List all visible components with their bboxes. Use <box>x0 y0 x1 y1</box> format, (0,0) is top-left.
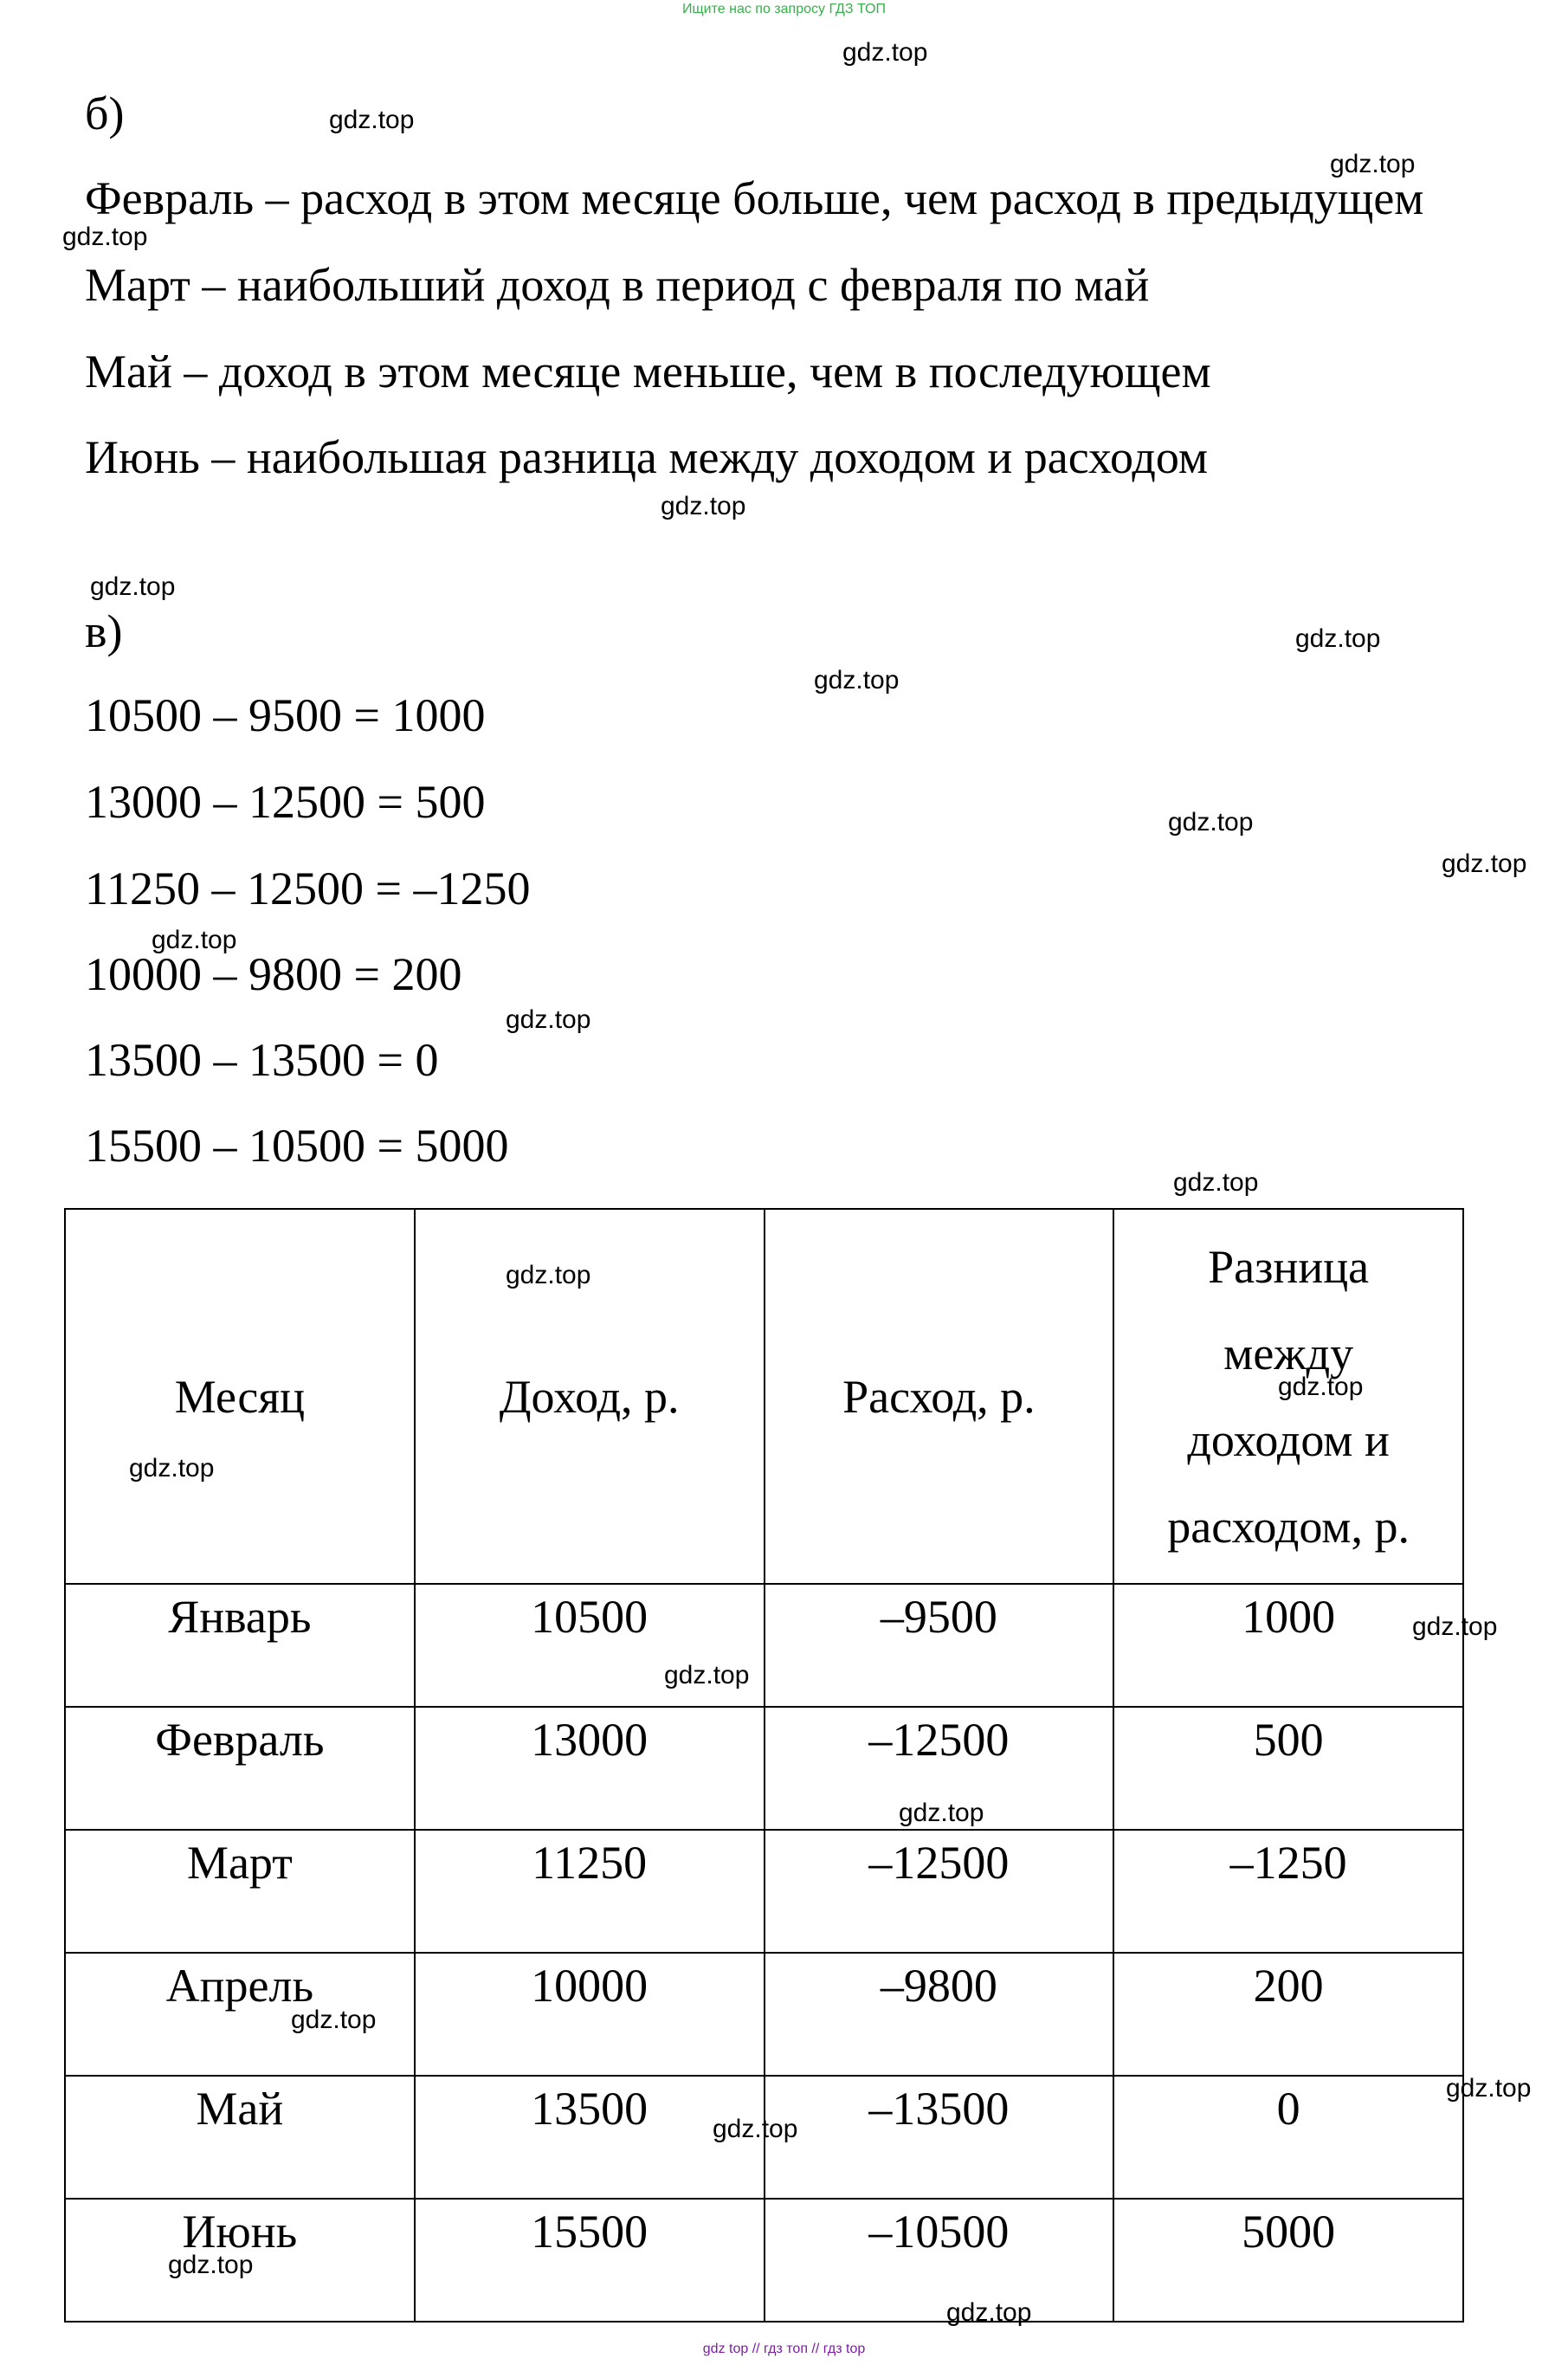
section-b-label: б) <box>85 87 125 139</box>
cell-difference: 500 <box>1113 1707 1463 1830</box>
watermark: gdz.top <box>152 926 237 954</box>
table-row <box>65 1830 1463 1953</box>
watermark: gdz.top <box>1278 1373 1364 1401</box>
cell-expense: –9500 <box>765 1584 1114 1707</box>
equation-1: 10500 – 9500 = 1000 <box>85 689 486 741</box>
cell-difference: 200 <box>1113 1953 1463 2076</box>
section-v-label: в) <box>85 605 123 657</box>
watermark: gdz.top <box>814 666 900 695</box>
watermark: gdz.top <box>713 2115 798 2143</box>
watermark: gdz.top <box>329 106 415 134</box>
header-difference-line-4: расходом, р. <box>1167 1500 1410 1553</box>
top-banner: Ищите нас по запросу ГДЗ ТОП <box>682 2 886 16</box>
cell-month: Июнь <box>65 2199 415 2322</box>
header-difference-line-1: Разница <box>1208 1240 1370 1293</box>
cell-income: 13000 <box>415 1707 765 1830</box>
watermark: gdz.top <box>168 2251 254 2279</box>
equation-6: 15500 – 10500 = 5000 <box>85 1120 509 1172</box>
cell-income: 15500 <box>415 2199 765 2322</box>
cell-expense: –12500 <box>765 1830 1114 1953</box>
watermark: gdz.top <box>1173 1168 1259 1197</box>
watermark: gdz.top <box>129 1454 215 1483</box>
table-row <box>65 1953 1463 2076</box>
cell-difference: 1000 <box>1113 1584 1463 1707</box>
watermark: gdz.top <box>1446 2074 1532 2103</box>
section-b-line-3: Май – доход в этом месяце меньше, чем в последующем <box>85 346 1211 397</box>
watermark: gdz.top <box>946 2298 1032 2327</box>
cell-income: 11250 <box>415 1830 765 1953</box>
watermark: gdz.top <box>62 223 148 251</box>
cell-month: Февраль <box>65 1707 415 1830</box>
table-header-row <box>65 1209 1463 1584</box>
watermark: gdz.top <box>506 1005 591 1034</box>
watermark: gdz.top <box>664 1661 750 1689</box>
cell-difference: 0 <box>1113 2076 1463 2199</box>
equation-4: 10000 – 9800 = 200 <box>85 948 462 1000</box>
equation-3: 11250 – 12500 = –1250 <box>85 862 531 914</box>
cell-expense: –12500 <box>765 1707 1114 1830</box>
section-b-line-1: Февраль – расход в этом месяце больше, чем расход в предыдущем <box>85 172 1424 224</box>
watermark: gdz.top <box>1295 624 1381 653</box>
cell-expense: –13500 <box>765 2076 1114 2199</box>
bottom-banner: gdz top // гдз топ // гдз top <box>702 2342 866 2356</box>
equation-2: 13000 – 12500 = 500 <box>85 776 486 828</box>
watermark: gdz.top <box>842 38 928 67</box>
header-month: Месяц <box>65 1209 415 1584</box>
header-income: Доход, р. <box>415 1209 765 1584</box>
watermark: gdz.top <box>506 1261 591 1289</box>
cell-month: Январь <box>65 1584 415 1707</box>
table-row <box>65 1707 1463 1830</box>
section-b-line-2: Март – наибольший доход в период с февраля по май <box>85 259 1150 311</box>
cell-month: Март <box>65 1830 415 1953</box>
cell-difference: 5000 <box>1113 2199 1463 2322</box>
watermark: gdz.top <box>899 1799 984 1827</box>
cell-difference: –1250 <box>1113 1830 1463 1953</box>
watermark: gdz.top <box>291 2006 377 2034</box>
header-expense: Расход, р. <box>765 1209 1114 1584</box>
watermark: gdz.top <box>90 572 176 601</box>
table-row <box>65 1584 1463 1707</box>
equation-5: 13500 – 13500 = 0 <box>85 1034 439 1086</box>
header-difference-line-2: между <box>1223 1327 1354 1379</box>
income-expense-table <box>64 1208 1464 2323</box>
watermark: gdz.top <box>1412 1612 1498 1641</box>
watermark: gdz.top <box>1442 850 1527 878</box>
cell-income: 10500 <box>415 1584 765 1707</box>
table-row <box>65 2199 1463 2322</box>
cell-expense: –10500 <box>765 2199 1114 2322</box>
watermark: gdz.top <box>1168 808 1254 837</box>
cell-expense: –9800 <box>765 1953 1114 2076</box>
cell-income: 13500 <box>415 2076 765 2199</box>
section-b-line-4: Июнь – наибольшая разница между доходом и расходом <box>85 431 1209 483</box>
watermark: gdz.top <box>661 492 746 520</box>
cell-month: Апрель <box>65 1953 415 2076</box>
header-difference-line-3: доходом и <box>1187 1413 1390 1466</box>
cell-income: 10000 <box>415 1953 765 2076</box>
watermark: gdz.top <box>1330 150 1416 178</box>
cell-month: Май <box>65 2076 415 2199</box>
